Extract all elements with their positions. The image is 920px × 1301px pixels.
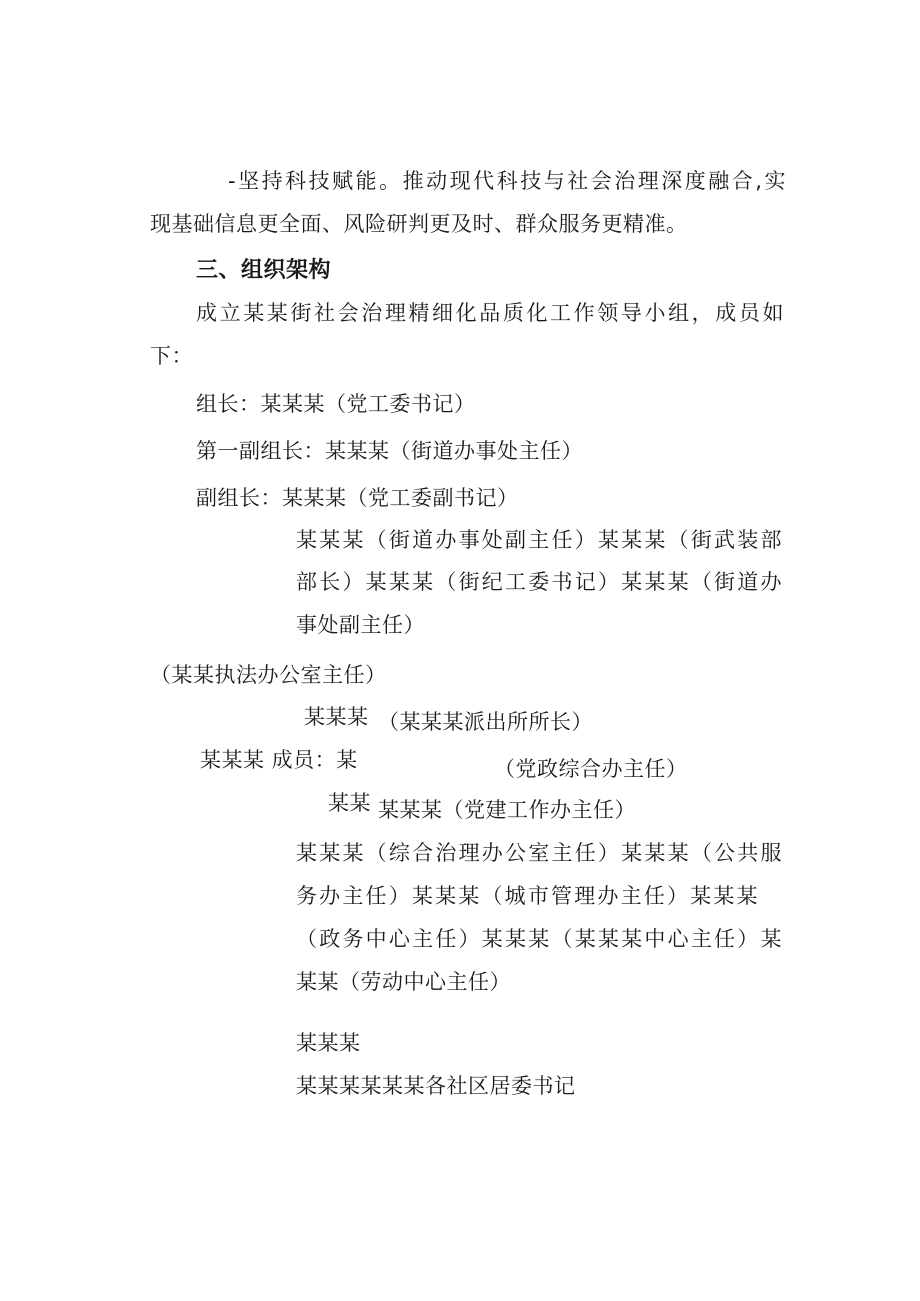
party-building-rest: 某某某（党建工作办主任） — [378, 798, 636, 822]
first-deputy-line: 第一副组长：某某某（街道办事处主任） — [196, 439, 583, 463]
members-list-line-3: （政务中心主任）某某某（某某某中心主任）某 — [296, 927, 782, 951]
members-list-line-2: 务办主任）某某某（城市管理办主任）某某某 — [296, 884, 758, 908]
police-role: （某某某派出所所长） — [378, 710, 593, 734]
intro-line-2: 下： — [150, 344, 193, 368]
members-list-line-4: 某某（劳动中心主任） — [296, 970, 511, 994]
enforcement-office-line: （某某执法办公室主任） — [150, 663, 387, 687]
members-list-line-1: 某某某（综合治理办公室主任）某某某（公共服 — [296, 841, 782, 865]
deputy-others-line-2: 部长）某某某（街纪工委书记）某某某（街道办 — [296, 570, 782, 594]
community-secretaries-line: 某某某某某某各社区居委书记 — [296, 1074, 576, 1098]
paragraph-tech-line-2: 现基础信息更全面、风险研判更及时、群众服务更精准。 — [150, 212, 688, 236]
deputy-others-line-3: 事处副主任） — [296, 613, 425, 637]
intro-line-1: 成立某某街社会治理精细化品质化工作领导小组，成员如 — [196, 301, 784, 325]
party-office-role: （党政综合办主任） — [494, 757, 688, 781]
leader-line: 组长：某某某（党工委书记） — [196, 392, 476, 416]
deputy-others-line-1: 某某某（街道办事处副主任）某某某（街武装部 — [296, 528, 782, 552]
section-heading: 三、组织架构 — [196, 258, 332, 283]
paragraph-tech-line-1: -坚持科技赋能。推动现代科技与社会治理深度融合,实 — [228, 169, 786, 193]
deputy-line: 副组长：某某某（党工委副书记） — [196, 486, 519, 510]
party-building-name-a: 某某 — [328, 791, 371, 815]
member-prefix: 某某某 成员：某 — [200, 748, 358, 772]
police-name: 某某某 — [304, 705, 369, 729]
member-name-only: 某某某 — [296, 1031, 361, 1055]
